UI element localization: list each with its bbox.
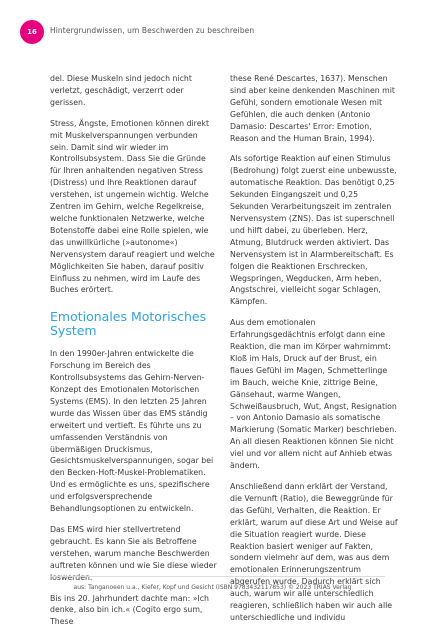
footer-divider: [50, 576, 385, 577]
page-number-badge: 16: [20, 20, 44, 44]
left-paragraph-2: Stress, Ängste, Emotionen können direkt mit Muskelverspannungen verbunden sein. Damit sind wir wieder im Kontrollsubsystem. Dass Sie die Gründe für Ihren anhaltenden negativen Stress (Distress) und Ihre Reaktionen darauf verstehen, ist ungemein wichtig. Welche Zentren im Gehirn, welche Regelkreise, welche funktionalen Netzwerke, welche Botenstoffe dabei eine Rolle spielen, wie das unwillkürliche (»autonome«) Nervensystem darauf reagiert und welche Möglichkeiten Sie haben, darauf positiv Einfluss zu nehmen, wird im Laufe des Buches erörtert.: [50, 118, 215, 295]
left-paragraph-3: In den 1990er-Jahren entwickelte die Forschung im Bereich des Kontrollsubsystems das Gehirn-Nerven-Konzept des Emotionalen Motorischen Systems (EMS). In den letzten 25 Jahren wurde das Wissen über das EMS ständig erweitert und vertieft. Es führte uns zu umfassenden Verständnis von übermäßigen Druckismus, Gesichtsmuskelverspannungen, sogar bei den Becken-Hoft-Muskel-Problematiken. Und es ermöglichte es uns, spezifischere und erfolgsversprechende Behandlungsoptionen zu entwickeln.: [50, 349, 214, 514]
right-paragraph-4: Anschließend dann erklärt der Verstand, die Vernunft (Ratio), die Beweggründe für das Gefühl, Verhalten, die Reaktion. Er erklärt, warum auf diese Art und Weise auf die Situation reagiert wurde. Diese Reaktion basiert weniger auf Fakten, sondern vielmehr auf dem, was aus dem emotionalen Erinnerungszentrum abgerufen wurde. Dadurch erklärt sich auch, warum wir alle unterschiedlich reagieren, schließlich haben wir auch alle unterschiedliche und individu: [230, 482, 398, 622]
section-heading: Emotionales Motorisches System: [50, 309, 207, 339]
right-paragraph-2: Als sofortige Reaktion auf einen Stimulus (Bedrohung) folgt zuerst eine unbewusste, automatische Reaktion. Das benötigt 0,25 Sekunden Eingangszeit und 0,25 Sekunden Verarbeitungszeit im zentralen Nervensystem (ZNS). Das ist superschnell und hilft dabei, zu überleben. Herz, Atmung, Blutdruck werden aktiviert. Das Nervensystem ist in Alarmbereitschaft. Es folgen die Reaktionen Erschrecken, Wegspringen, Wegducken, Arm heben, Angstschrei, vielleicht sogar Schlagen, Kämpfen.: [230, 154, 397, 307]
left-paragraph-1: del. Diese Muskeln sind jedoch nicht verletzt, geschädigt, verzerrt oder gerissen.: [50, 74, 192, 107]
running-title: Hintergrundwissen, um Beschwerden zu beschreiben: [50, 26, 255, 35]
left-paragraph-5: Bis ins 20. Jahrhundert dachte man: »Ich denke, also bin ich.« (Cogito ergo sum, These: [50, 593, 209, 627]
right-paragraph-1: these René Descartes, 1637). Menschen sind aber keine denkenden Maschinen mit Gefühl, sondern emotionale Wesen mit Gefühlen, die auch denken (Antonio Damasio: Descartes' Error: Emotion, Reason and the Human Brain, 1994).: [230, 74, 395, 143]
footer-credit: aus: Tanganoeen u.a., Kiefer, Kopf und Gesicht (ISBN 9783432117853) © 2023 TRIAS Verlag: [73, 584, 352, 591]
left-column: [50, 73, 218, 637]
right-paragraph-3: Aus dem emotionalen Erfahrungsgedächtnis erfolgt dann eine Reaktion, die man im Körper wahrnimmt: Kloß im Hals, Druck auf der Brust, ein flaues Gefühl im Magen, Schmetterlinge im Bauch, weiche Knie, zittrige Beine, Gänsehaut, warme Wangen, Schweißausbruch, Wut, Angst, Resignation – von Antonio Damasio als somatische Markierung (Somatic Marker) beschrieben. An all diesen Reaktionen können Sie nicht viel und vor allem nicht auf Anhieb etwas ändern.: [230, 318, 397, 471]
left-paragraph-4: Das EMS wird hier stellvertretend gebraucht. Es kann Sie als Betroffene verstehen, warum manche Beschwerden auftreten können und wie Sie diese wieder loswerden.: [50, 525, 217, 582]
right-column: [230, 73, 398, 633]
